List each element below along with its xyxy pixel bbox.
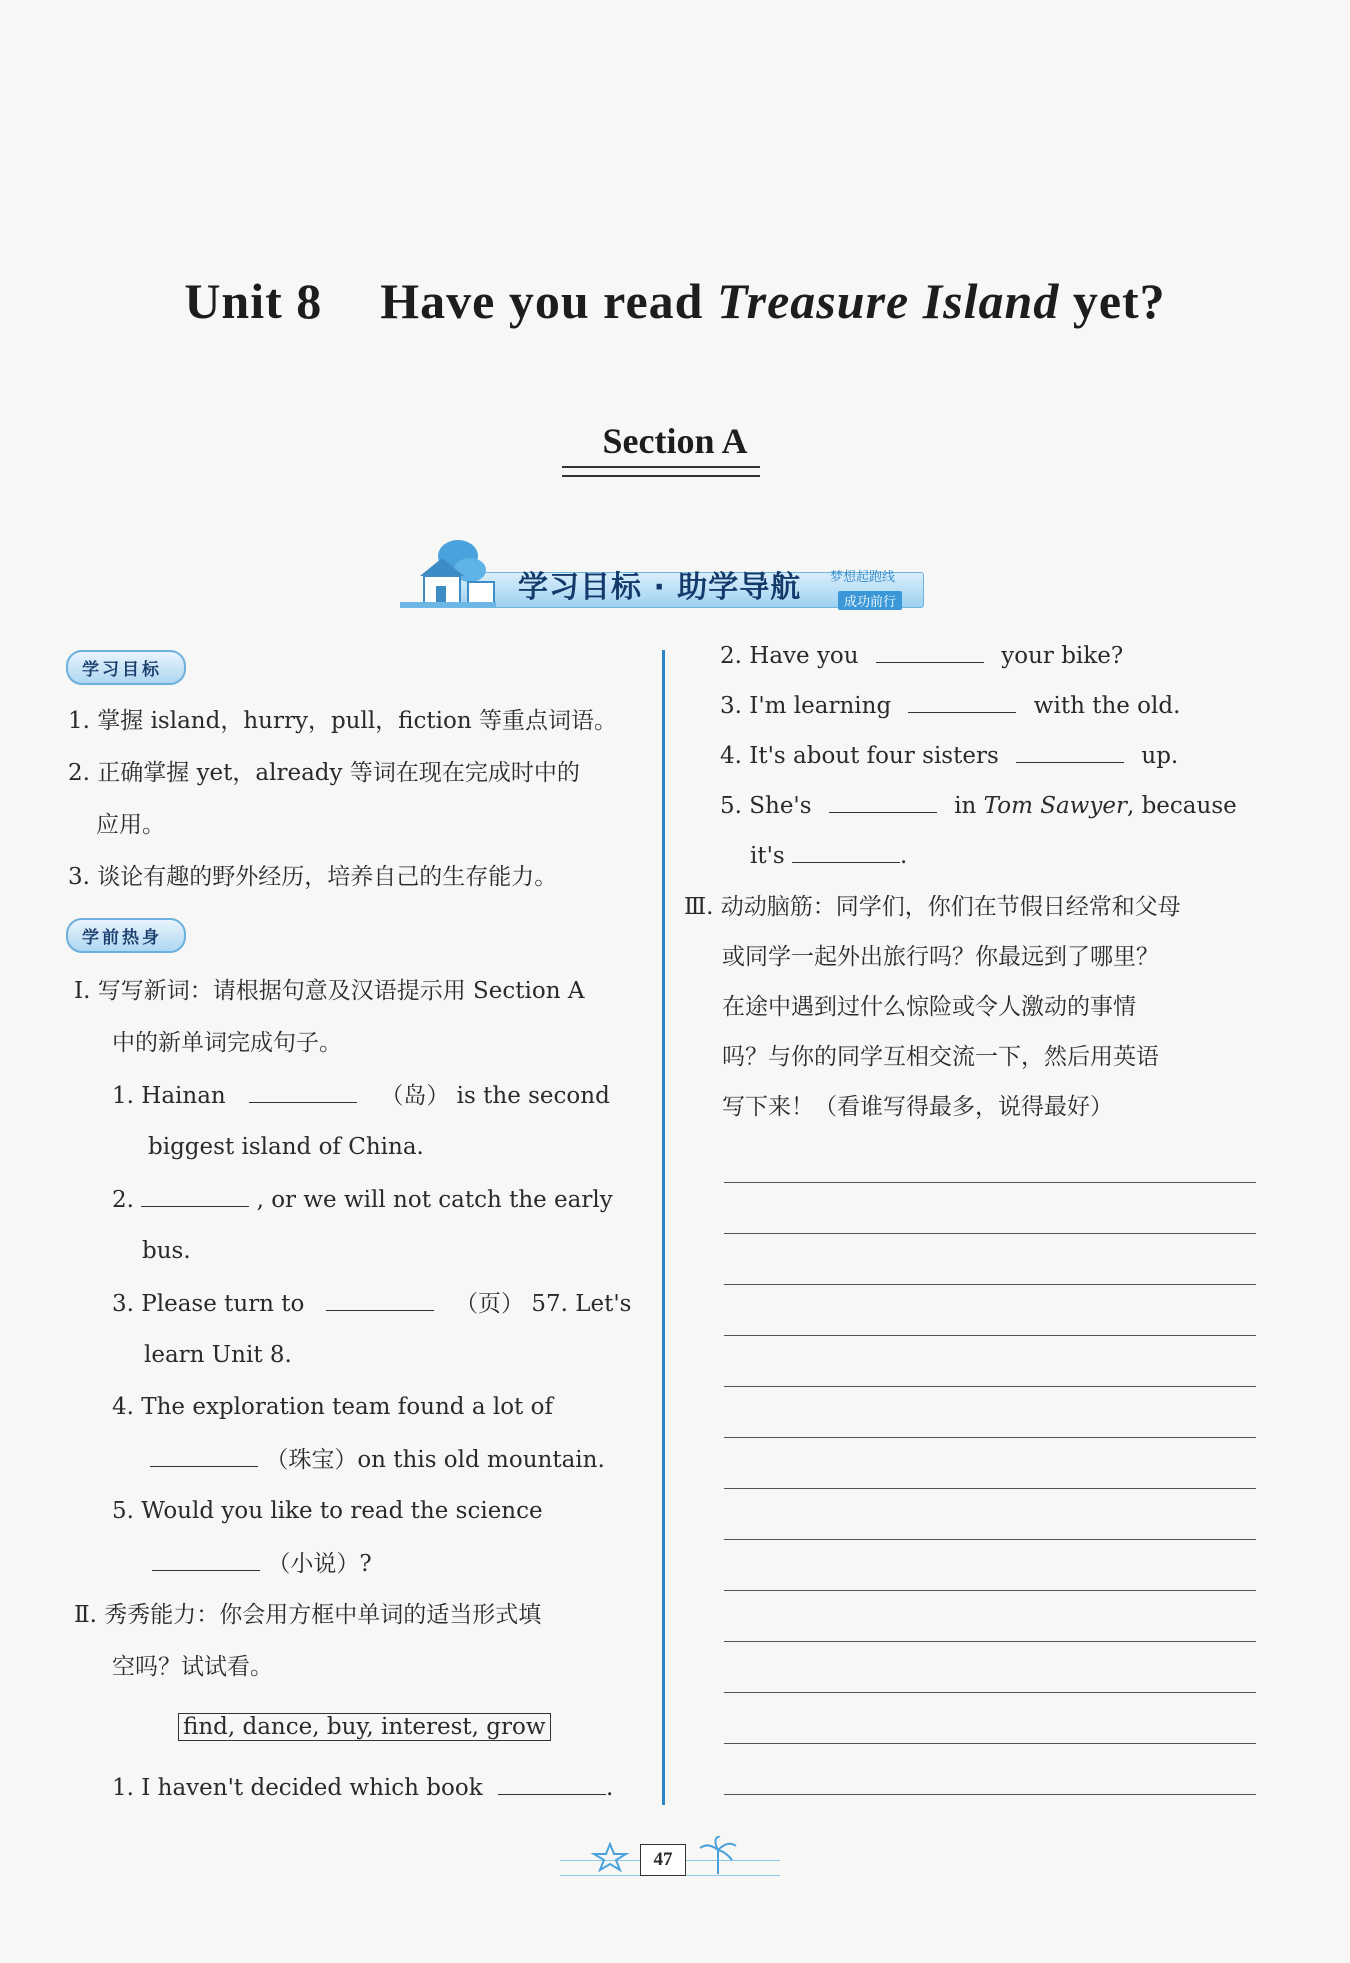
part2-question-5-cont bbox=[750, 840, 907, 871]
goal-item-2: 2. 正确掌握 yet，already 等词在现在完成时中的 bbox=[68, 760, 580, 786]
title-suffix: yet? bbox=[1059, 273, 1166, 329]
q3-blank[interactable] bbox=[326, 1288, 434, 1311]
writing-line[interactable] bbox=[724, 1182, 1256, 1183]
title-prefix: Have you read bbox=[380, 273, 717, 329]
writing-line[interactable] bbox=[724, 1692, 1256, 1693]
writing-line[interactable] bbox=[724, 1233, 1256, 1234]
p2q5-text-mid: in bbox=[954, 793, 977, 819]
column-divider bbox=[662, 650, 665, 1805]
word-box bbox=[178, 1712, 551, 1742]
q1-blank[interactable] bbox=[249, 1080, 357, 1103]
p2q2-blank[interactable] bbox=[876, 640, 984, 663]
goal-item-3: 3. 谈论有趣的野外经历，培养自己的生存能力。 bbox=[68, 864, 558, 890]
goal-item-2-cont: 应用。 bbox=[96, 812, 165, 838]
part2-question-4 bbox=[720, 740, 1178, 771]
palm-tree-icon bbox=[698, 1836, 738, 1876]
starfish-icon bbox=[590, 1842, 630, 1872]
question-5-cont bbox=[152, 1548, 372, 1579]
q4-blank[interactable] bbox=[150, 1444, 258, 1467]
writing-line[interactable] bbox=[724, 1794, 1256, 1795]
question-2-cont: bus. bbox=[142, 1238, 191, 1264]
section-underline bbox=[562, 466, 760, 477]
p2q5-blank-2[interactable] bbox=[792, 840, 900, 863]
writing-line[interactable] bbox=[724, 1386, 1256, 1387]
word-box-text: find, dance, buy, interest, grow bbox=[178, 1713, 551, 1741]
section-title: Section A bbox=[602, 421, 748, 461]
goal-item-1: 1. 掌握 island，hurry，pull，fiction 等重点词语。 bbox=[68, 708, 617, 734]
part2-question-5 bbox=[720, 790, 1237, 821]
page-number: 47 bbox=[640, 1844, 686, 1876]
p2q1-text: 1. I haven't decided which book bbox=[112, 1775, 483, 1801]
part1-title-cont: 中的新单词完成句子。 bbox=[112, 1030, 342, 1056]
p2q5b-text: it's bbox=[750, 843, 785, 869]
q4-text-post: （珠宝）on this old mountain. bbox=[265, 1447, 605, 1473]
house-illustration-icon bbox=[398, 536, 498, 612]
q5-blank[interactable] bbox=[152, 1548, 260, 1571]
p2q4-text-post: up. bbox=[1141, 743, 1179, 769]
p2q3-blank[interactable] bbox=[908, 690, 1016, 713]
q3-text-post: （页） 57. Let's bbox=[455, 1291, 632, 1317]
p2q5-text: 5. She's bbox=[720, 793, 812, 819]
banner-slogan: 梦想起跑线 bbox=[830, 570, 896, 585]
page-footer bbox=[560, 1836, 780, 1886]
part1-title: Ⅰ. 写写新词：请根据句意及汉语提示用 Section A bbox=[74, 978, 585, 1004]
writing-line[interactable] bbox=[724, 1284, 1256, 1285]
p2q2-text-post: your bike? bbox=[1001, 643, 1124, 669]
part3-line-4: 吗？与你的同学互相交流一下，然后用英语 bbox=[722, 1044, 1159, 1070]
p2q5-text-post: , because bbox=[1126, 793, 1237, 819]
part2-question-1 bbox=[112, 1772, 613, 1803]
question-3 bbox=[112, 1288, 631, 1319]
writing-line[interactable] bbox=[724, 1335, 1256, 1336]
writing-line[interactable] bbox=[724, 1488, 1256, 1489]
question-4-cont bbox=[150, 1444, 605, 1475]
writing-line[interactable] bbox=[724, 1641, 1256, 1642]
title-book-name: Treasure Island bbox=[716, 273, 1060, 329]
p2q3-text: 3. I'm learning bbox=[720, 693, 892, 719]
warmup-tag: 学前热身 bbox=[66, 918, 186, 953]
part2-title: Ⅱ. 秀秀能力：你会用方框中单词的适当形式填 bbox=[74, 1602, 542, 1628]
question-4: 4. The exploration team found a lot of bbox=[112, 1394, 553, 1420]
part2-question-3 bbox=[720, 690, 1180, 721]
q1-text: 1. Hainan bbox=[112, 1083, 226, 1109]
p2q5-book-name: Tom Sawyer bbox=[983, 793, 1127, 819]
banner-heading: 学习目标 · 助学导航 bbox=[518, 570, 802, 605]
unit-number: Unit 8 bbox=[184, 273, 323, 329]
p2q5-blank-1[interactable] bbox=[829, 790, 937, 813]
q1-text-post: （岛） is the second bbox=[380, 1083, 610, 1109]
question-1 bbox=[112, 1080, 610, 1111]
question-3-cont: learn Unit 8. bbox=[144, 1342, 292, 1368]
q5-text-post: （小说）? bbox=[267, 1551, 372, 1577]
writing-line[interactable] bbox=[724, 1743, 1256, 1744]
part2-title-cont: 空吗？试试看。 bbox=[112, 1654, 273, 1680]
writing-line[interactable] bbox=[724, 1437, 1256, 1438]
q2-text-post: , or we will not catch the early bbox=[256, 1187, 613, 1213]
banner bbox=[398, 536, 924, 616]
question-2 bbox=[112, 1184, 613, 1215]
goals-tag: 学习目标 bbox=[66, 650, 186, 685]
part3-line-5: 写下来！（看谁写得最多，说得最好） bbox=[722, 1094, 1113, 1120]
p2q1-text-post: . bbox=[605, 1775, 614, 1801]
p2q2-text: 2. Have you bbox=[720, 643, 859, 669]
question-5: 5. Would you like to read the science bbox=[112, 1498, 543, 1524]
p2q3-text-post: with the old. bbox=[1033, 693, 1181, 719]
q2-text: 2. bbox=[112, 1187, 134, 1213]
part2-question-2 bbox=[720, 640, 1123, 671]
q2-blank[interactable] bbox=[141, 1184, 249, 1207]
writing-line[interactable] bbox=[724, 1539, 1256, 1540]
p2q1-blank[interactable] bbox=[498, 1772, 606, 1795]
p2q4-text: 4. It's about four sisters bbox=[720, 743, 999, 769]
writing-line[interactable] bbox=[724, 1590, 1256, 1591]
question-1-cont: biggest island of China. bbox=[148, 1134, 424, 1160]
part3-line-1: Ⅲ. 动动脑筋：同学们，你们在节假日经常和父母 bbox=[684, 894, 1181, 920]
banner-slogan-badge: 成功前行 bbox=[838, 591, 902, 610]
part3-line-2: 或同学一起外出旅行吗？你最远到了哪里？ bbox=[722, 944, 1159, 970]
part3-line-3: 在途中遇到过什么惊险或令人激动的事情 bbox=[722, 994, 1136, 1020]
p2q5b-text-post: . bbox=[900, 843, 908, 869]
q3-text: 3. Please turn to bbox=[112, 1291, 305, 1317]
unit-title bbox=[0, 272, 1350, 330]
p2q4-blank[interactable] bbox=[1016, 740, 1124, 763]
